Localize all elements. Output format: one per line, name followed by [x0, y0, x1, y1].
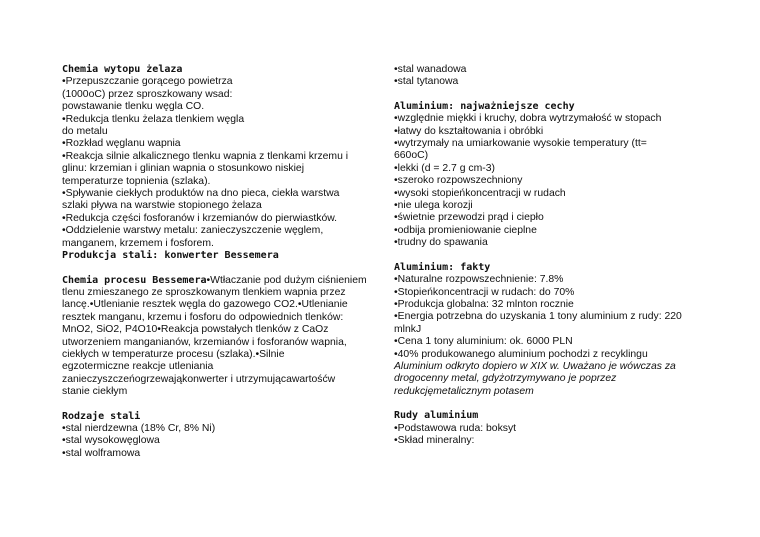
text-line: •szeroko rozpowszechniony	[394, 175, 523, 187]
text-line: •trudny do spawania	[394, 237, 488, 249]
section-aluminium-cechy-body	[394, 113, 704, 249]
heading-produkcja-stali: Produkcja stali: konwerter Bessemera	[62, 250, 279, 262]
text-line: •Produkcja globalna: 32 mlnton rocznie	[394, 298, 574, 310]
spacer	[62, 399, 374, 411]
text-line: •40% produkowanego aluminium pochodzi z recyklingu	[394, 348, 648, 360]
italic-text-line: redukcjęmetalicznym potasem	[394, 385, 534, 397]
text-line: tlenu zmieszanego ze sproszkowanym tlenkiem wapnia przez	[62, 286, 346, 298]
text-line: •stal wysokowęglowa	[62, 435, 160, 447]
text-line: •Naturalne rozpowszechnienie: 7.8%	[394, 274, 564, 286]
heading-rodzaje-stali: Rodzaje stali	[62, 410, 141, 422]
text-line: powstawanie tlenku węgla CO.	[62, 101, 205, 113]
text-line: lancę.•Utlenianie resztek węgla do gazowego CO2.•Utlenianie	[62, 299, 348, 311]
text-line: manganem, krzemem i fosforem.	[62, 237, 214, 249]
text-line-with-inline-heading	[62, 275, 374, 287]
text-line: •lekki (d = 2.7 g cm-3)	[394, 162, 495, 174]
text-line: •wytrzymały na umiarkowanie wysokie temperatury (tt=	[394, 138, 647, 150]
heading-rudy-aluminium: Rudy aluminium	[394, 410, 479, 422]
text-line: resztek manganu, krzemu i fosforu do odpowiednich tlenków:	[62, 311, 344, 323]
text-line: •Rozkład węglanu wapnia	[62, 138, 181, 150]
text-line: •Oddzielenie warstwy metalu: zanieczyszczenie węglem,	[62, 225, 324, 237]
spacer	[62, 263, 374, 275]
text-line: •odbija promieniowanie cieplne	[394, 224, 537, 236]
text-line: MnO2, SiO2, P4O10•Reakcja powstałych tlenków z CaOz	[62, 324, 329, 336]
text-line: •względnie miękki i kruchy, dobra wytrzymałość w stopach	[394, 113, 662, 125]
text-line: •Cena 1 tony aluminium: ok. 6000 PLN	[394, 336, 573, 348]
text-fragment: •Wtłaczanie pod dużym ciśnieniem	[206, 274, 367, 286]
text-line: ciekłych w temperaturze procesu (szlaka).•Silnie	[62, 348, 285, 360]
text-line: •świetnie przewodzi prąd i ciepło	[394, 212, 544, 224]
text-line: szlaki pływa na warstwie stopionego żelaza	[62, 200, 262, 212]
section-rudy-aluminium-body	[394, 423, 704, 448]
left-column	[62, 64, 374, 460]
text-line: •Spływanie ciekłych produktów na dno pieca, ciekła warstwa	[62, 188, 340, 200]
text-line: do metalu	[62, 126, 108, 138]
text-line: temperaturze topnienia (szlaka).	[62, 175, 211, 187]
spacer	[394, 398, 704, 410]
text-line: glinu: krzemian i glinian wapnia o stosunkowo niskiej	[62, 163, 304, 175]
text-line: •łatwy do kształtowania i obróbki	[394, 125, 544, 137]
text-line: (1000oC) przez sproszkowany wsad:	[62, 88, 233, 100]
text-line: utworzeniem manganianów, krzemianów i fosforanów wapnia,	[62, 336, 347, 348]
text-line: •Skład mineralny:	[394, 434, 475, 446]
text-line: •stal wolframowa	[62, 447, 141, 459]
section-chemia-wytopu-body	[62, 76, 374, 250]
heading-aluminium-cechy: Aluminium: najważniejsze cechy	[394, 100, 575, 112]
text-line: •nie ulega korozji	[394, 200, 473, 212]
text-line: egzotermiczne reakcje utleniania	[62, 361, 214, 373]
text-line: •Podstawowa ruda: boksyt	[394, 422, 517, 434]
spacer	[394, 250, 704, 262]
italic-text-line: Aluminium odkryto dopiero w XIX w. Uważano je wówczas za	[394, 360, 676, 372]
text-line: •Energia potrzebna do uzyskania 1 tony aluminium z rudy: 220	[394, 311, 682, 323]
text-line: •Stopieńkoncentracji w rudach: do 70%	[394, 286, 575, 298]
text-line: •wysoki stopieńkoncentracji w rudach	[394, 187, 566, 199]
text-line: •Redukcja tlenku żelaza tlenkiem węgla	[62, 113, 245, 125]
spacer	[394, 89, 704, 101]
heading-aluminium-fakty: Aluminium: fakty	[394, 261, 491, 273]
text-line: zanieczyszczeńogrzewająkonwerter i utrzymującawartośćw	[62, 373, 336, 385]
text-line: mlnkJ	[394, 323, 422, 335]
text-line: •Przepuszczanie gorącego powietrza	[62, 76, 233, 88]
text-line: •Reakcja silnie alkalicznego tlenku wapnia z tlenkami krzemu i	[62, 150, 349, 162]
text-line: stanie ciekłym	[62, 386, 128, 398]
text-line: •stal tytanowa	[394, 76, 459, 88]
text-line: •Redukcja części fosforanów i krzemianów do pierwiastków.	[62, 212, 338, 224]
section-chemia-procesu	[62, 275, 374, 399]
text-line: •stal wanadowa	[394, 64, 467, 75]
section-aluminium-fakty-body	[394, 274, 704, 398]
text-line: •stal nierdzewna (18% Cr, 8% Ni)	[62, 422, 216, 434]
heading-chemia-wytopu: Chemia wytopu żelaza	[62, 64, 183, 75]
right-column	[394, 64, 704, 447]
inline-heading-chemia-procesu: Chemia procesu Bessemera	[62, 274, 207, 286]
text-line: 660oC)	[394, 150, 429, 162]
section-stal-cont	[394, 64, 704, 89]
section-rodzaje-stali-body	[62, 423, 374, 460]
italic-text-line: drogocenny metal, gdyżotrzymywano je poprzez	[394, 373, 617, 385]
